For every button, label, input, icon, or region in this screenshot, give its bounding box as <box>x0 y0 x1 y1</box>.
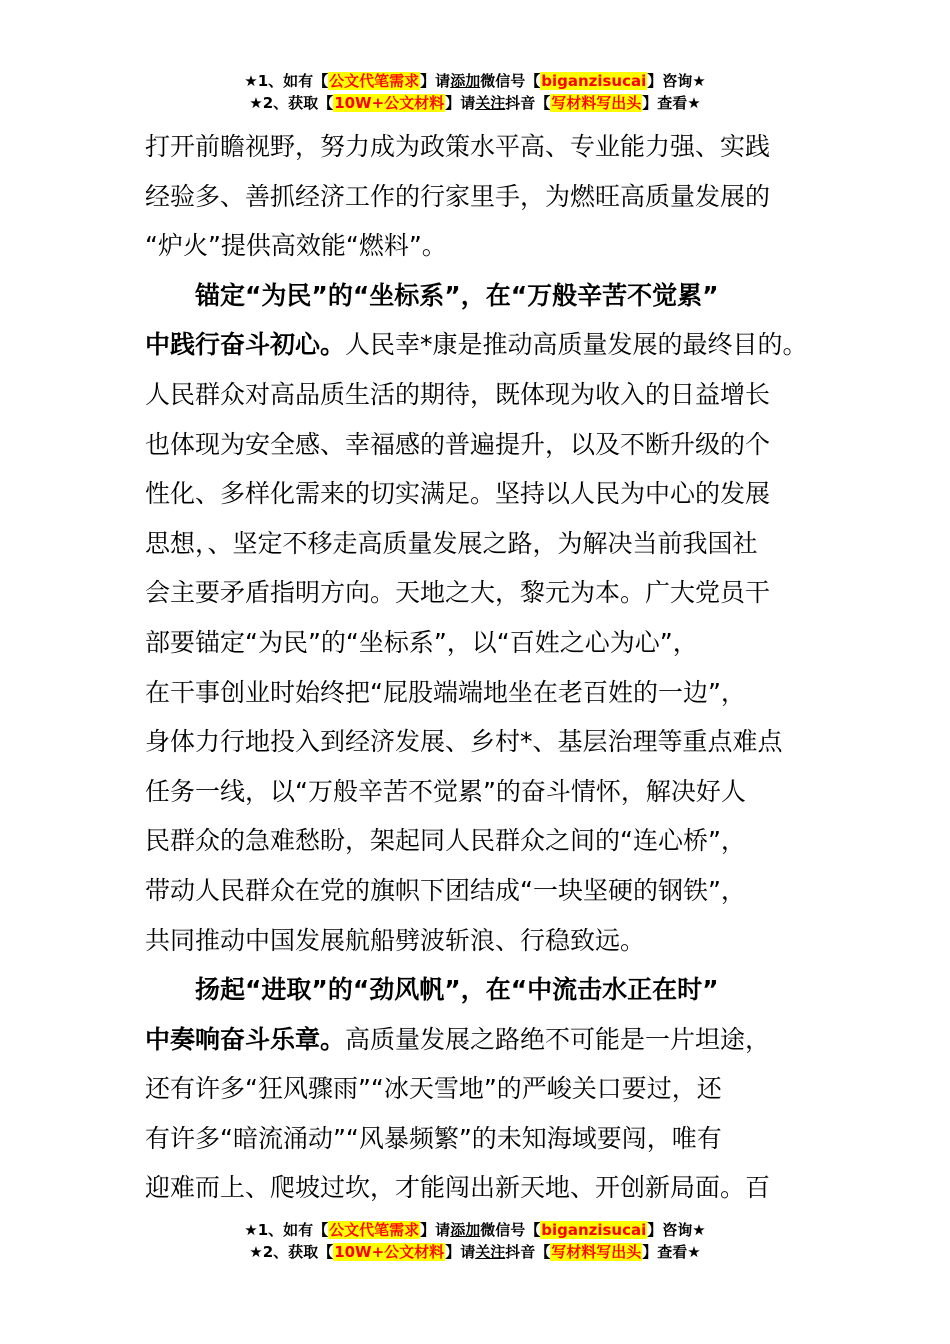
banner-highlight: 公文代笔需求 <box>329 1221 420 1239</box>
footer-banner <box>0 1219 950 1263</box>
banner-text: 】请 <box>445 1243 476 1261</box>
document-body <box>145 122 825 1213</box>
banner-text: 】请 <box>420 72 451 90</box>
text-line: 在干事创业时始终把“屁股端端地坐在老百姓的一边”， <box>145 677 746 707</box>
banner-text: 】咨询★ <box>647 72 706 90</box>
text-line: 迎难而上、爬坡过坎，才能闯出新天地、开创新局面。百 <box>145 1173 771 1203</box>
text-line: 还有许多“狂风骤雨”“冰天雪地”的严峻关口要过，还 <box>145 1074 722 1104</box>
text-line: 会主要矛盾指明方向。天地之大，黎元为本。广大党员干 <box>145 578 771 608</box>
banner-underlined-text: 关注 <box>475 1243 506 1261</box>
banner-underlined-text: 添加 <box>450 1221 481 1239</box>
text-line: “炉火”提供高效能“燃料”。 <box>145 231 447 261</box>
text-line: 民群众的急难愁盼，架起同人民群众之间的“连心桥”， <box>145 826 746 856</box>
section-heading-line: 扬起“进取”的“劲风帆”，在“中流击水正在时” <box>195 975 719 1005</box>
section-heading-tail: 中奏响奋斗乐章。 <box>145 1024 346 1054</box>
banner-highlight: 10W+公文材料 <box>334 1243 445 1261</box>
banner-text: 抖音【 <box>505 1243 551 1261</box>
text-line <box>145 1015 825 1065</box>
banner-wechat-id: biganzisucai <box>541 1221 647 1239</box>
banner-text: 】请 <box>420 1221 451 1239</box>
text-line: 共同推动中国发展航船劈波斩浪、行稳致远。 <box>145 925 646 955</box>
text-line: 部要锚定“为民”的“坐标系”，以“百姓之心为心”， <box>145 627 698 657</box>
text-run: 人民幸*康是推动高质量发展的最终目的。 <box>345 330 808 360</box>
banner-underlined-text: 添加 <box>450 72 481 90</box>
banner-wechat-id: biganzisucai <box>541 72 647 90</box>
banner-douyin-account: 写材料写出头 <box>551 1243 642 1261</box>
text-line: 思想，、坚定不移走高质量发展之路，为解决当前我国社 <box>145 528 758 558</box>
banner-text: ★2、获取【 <box>249 1243 334 1261</box>
text-line: 打开前瞻视野，努力成为政策水平高、专业能力强、实践 <box>145 132 771 161</box>
banner-text: 】查看★ <box>642 94 701 112</box>
banner-douyin-account: 写材料写出头 <box>551 94 642 112</box>
text-run: 高质量发展之路绝不可能是一片坦途， <box>345 1024 771 1054</box>
banner-underlined-text: 关注 <box>475 94 506 112</box>
section-heading-tail: 中践行奋斗初心。 <box>145 330 346 360</box>
banner-text: 】查看★ <box>642 1243 701 1261</box>
section-heading-line: 锚定“为民”的“坐标系”，在“万般辛苦不觉累” <box>195 280 719 310</box>
banner-text: 微信号【 <box>480 72 541 90</box>
header-banner-line-1 <box>0 70 950 92</box>
text-line: 任务一线，以“万般辛苦不觉累”的奋斗情怀，解决好人 <box>145 776 746 806</box>
text-line: 也体现为安全感、幸福感的普遍提升，以及不断升级的个 <box>145 429 771 459</box>
banner-text: 微信号【 <box>480 1221 541 1239</box>
banner-text: ★1、如有【 <box>244 72 329 90</box>
text-line: 经验多、善抓经济工作的行家里手，为燃旺高质量发展的 <box>145 181 771 211</box>
banner-text: 抖音【 <box>505 94 551 112</box>
text-line: 人民群众对高品质生活的期待，既体现为收入的日益增长 <box>145 379 771 409</box>
text-line: 性化、多样化需来的切实满足。坚持以人民为中心的发展 <box>145 479 771 509</box>
text-line: 身体力行地投入到经济发展、乡村*、基层治理等重点难点 <box>145 727 783 757</box>
banner-text: ★1、如有【 <box>244 1221 329 1239</box>
header-banner <box>0 70 950 114</box>
banner-text: ★2、获取【 <box>249 94 334 112</box>
header-banner-line-2 <box>0 92 950 114</box>
banner-highlight: 10W+公文材料 <box>334 94 445 112</box>
banner-highlight: 公文代笔需求 <box>329 72 420 90</box>
banner-text: 】咨询★ <box>647 1221 706 1239</box>
footer-banner-line-2 <box>0 1241 950 1263</box>
text-line: 带动人民群众在党的旗帜下团结成“一块坚硬的钢铁”， <box>145 875 746 905</box>
banner-text: 】请 <box>445 94 476 112</box>
text-line <box>145 320 825 370</box>
text-line: 有许多“暗流涌动”“风暴频繁”的未知海域要闯，唯有 <box>145 1123 722 1153</box>
footer-banner-line-1 <box>0 1219 950 1241</box>
